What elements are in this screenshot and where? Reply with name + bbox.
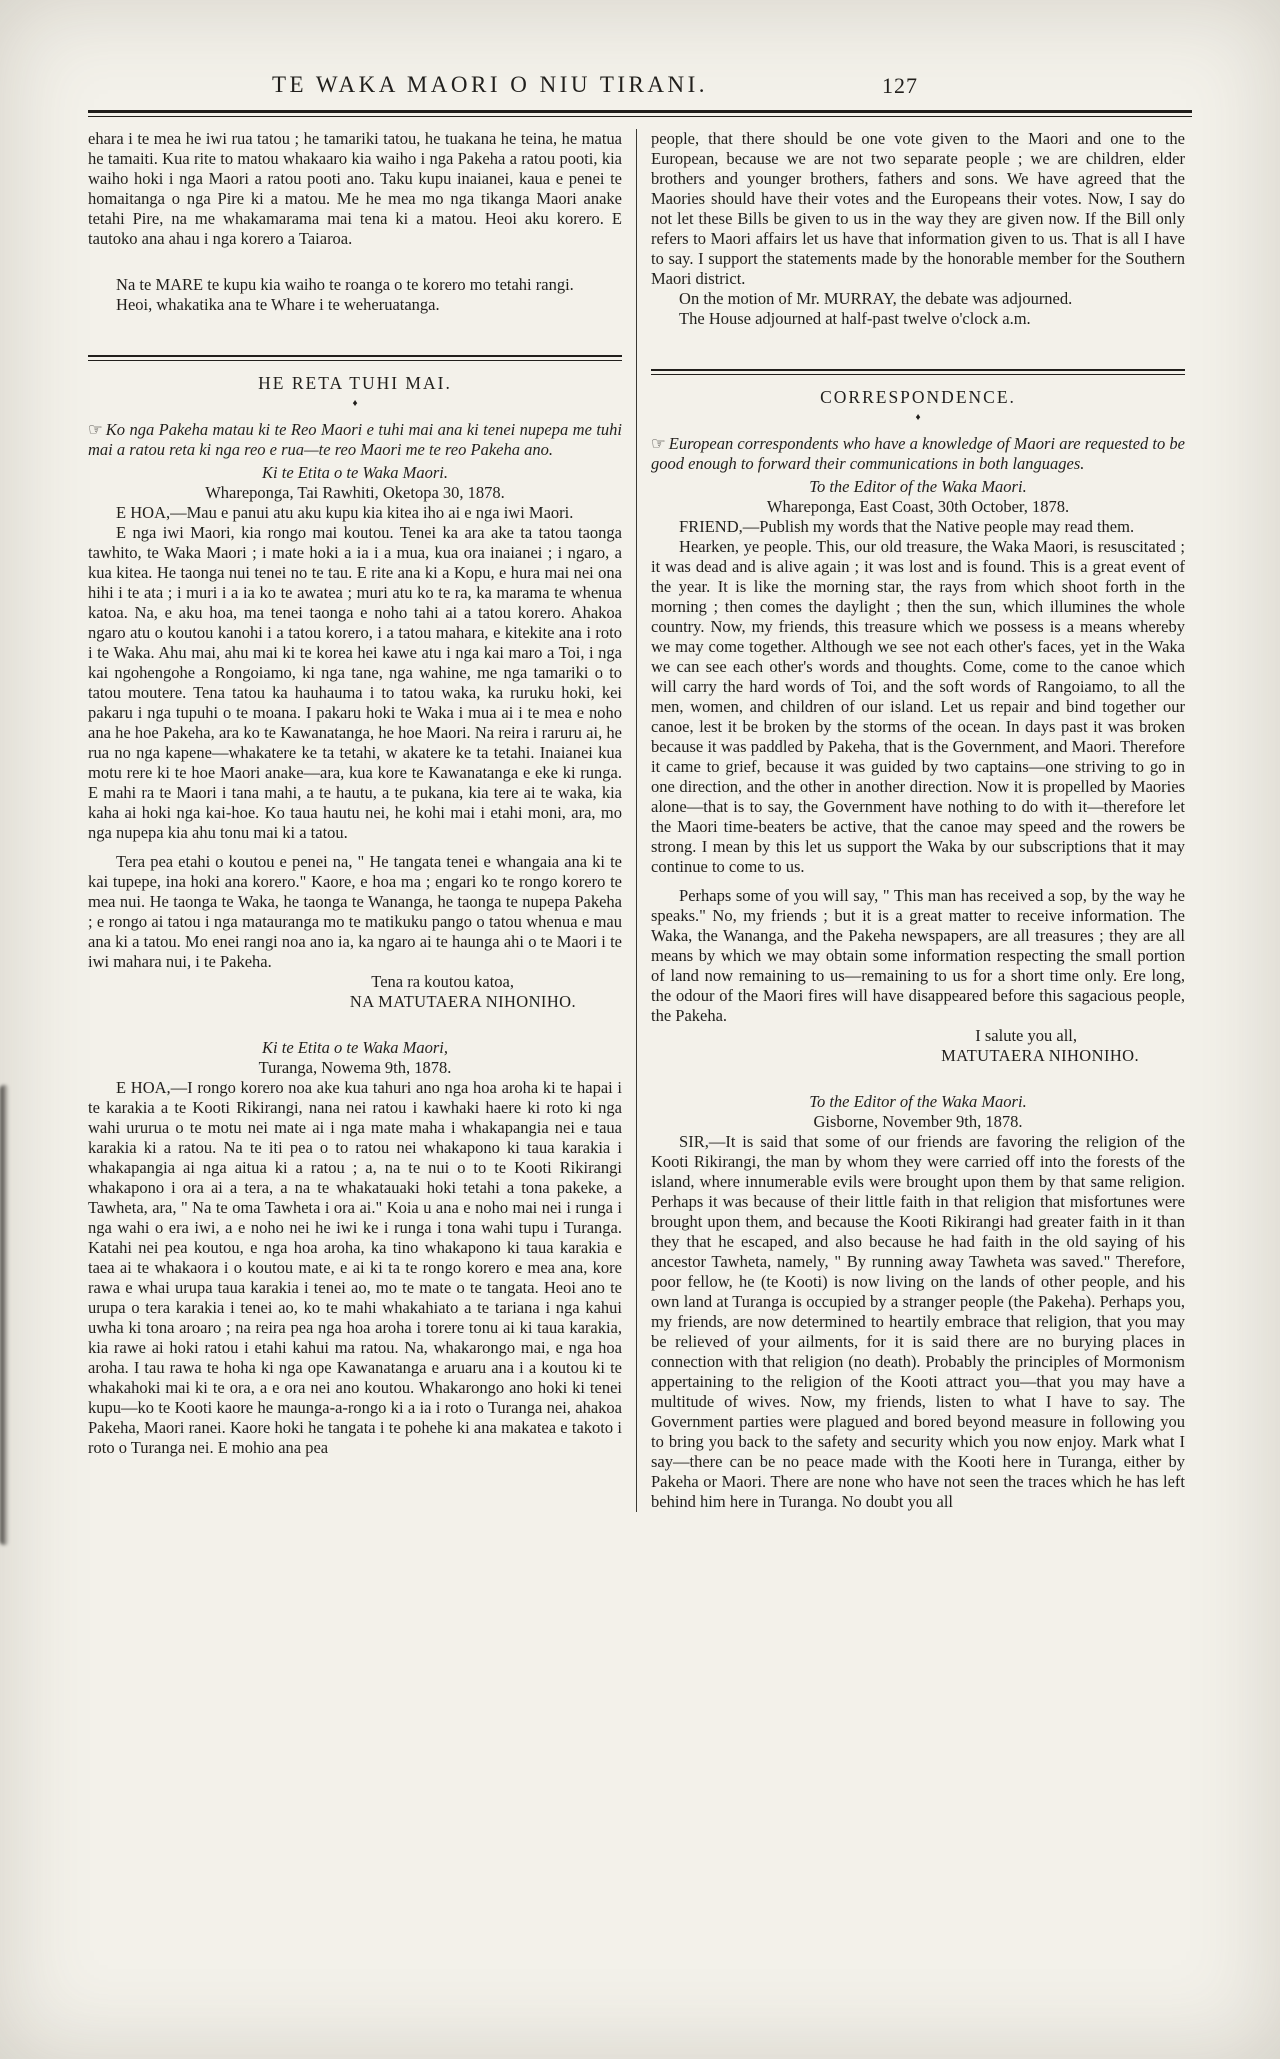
letter-signer: NA MATUTAERA NIHONIHO.	[349, 992, 576, 1011]
left-column	[88, 129, 622, 1512]
continued-paragraph: ehara i te mea he iwi rua tatou ; he tamariki tatou, he tuakana he teina, he matua he tamaiti. Kua rite to matou whakaaro kia waiho i nga Pakeha a ratou pooti, kia waiho hoki i nga Maori a ratou pooti ano. Taku kupu inaianei, kaua e penei te homaitanga o nga Pire ki a matou. Me he mea mo nga tikanga Maori anake tetahi Pire, na me whakamarama mai tena ki a matou. Heoi aku korero. E tautoko ana ahau i nga korero a Taiaroa.	[88, 129, 622, 248]
pointing-hand-icon: ☞	[651, 434, 666, 453]
spacer	[88, 315, 622, 341]
letter-valediction: I salute you all,	[975, 1026, 1077, 1045]
body-paragraph: Na te MARE te kupu kia waiho te roanga o te korero mo tetahi rangi.	[116, 275, 574, 294]
body-paragraph: Perhaps some of you will say, " This man has received a sop, by the way he speaks." No, my friends ; but it is a great matter to receive information. The Waka, the Wananga, and the Pakeha newspapers, are all treasures ; they are all means by which we may obtain some information respecting the small portion of land now remaining to us—remaining to us for a short time only. Ere long, the odour of the Maori fires will have disappeared before this sagacious people, the Pakeha.	[651, 886, 1185, 1025]
letter-dateline: Whareponga, Tai Rawhiti, Oketopa 30, 1878.	[205, 483, 505, 502]
spacer	[651, 329, 1185, 355]
body-paragraph: E HOA,—I rongo korero noa ake kua tahuri ano nga hoa aroha ki te hapai i te karakia a te Kooti Rikirangi, nana nei ratou i kawhaki haere ki roto ki nga wahi ururua o te motu nei mate ai i nga mate maha i whakapangia nei e taua karakia ki a ratou. Na te iti pea o to ratou nei whakapono ki taua karakia i whakapangia ai nga aitua ki a ratou ; a, na te nui o to te Kooti Rikirangi whakapono i ora ai a tera, a na te whakatauaki hoki tetahi a tona pakeke, a Tawheta, ara, " Na te oma Tawheta i ora ai." Koia u ana e noho mai nei i runga i nga wahi o era iwi, a e noho nei he iwi ke i runga i tona wahi tupu i Turanga. Katahi nei pea koutou, e nga hoa aroha, ka tino whakapono ki taua karakia e taea ai te whakaora i o koutou mate, e ai ki ta te rongo korero e mea ana, kore rawa e whai urupa taua karakia i tenei ao, mo te mate o te tangata. Heoi ano te urupa o tera karakia i tenei ao, ko te mahi whakahiato a te tariana i nga kahui uwha ki tona aroaro ; na reira pea nga hoa aroha i torere tonu ai ki taua karakia, kia rawe ai hoki ratou i etahi kahui ma ratou. Na, whakarongo mai, e nga hoa aroha. I tau rawa te hoha ki nga ope Kawanatanga e aruaru ana i a koutou ki te whakahoki mai ki te ora, a e ora nei ano koutou. Whakarongo ano hoki ki tenei kupu—ko te Kooti kaore he maunga-a-rongo ki a ia i roto o Turanga nei, ahakoa Pakeha, Maori ranei. Kaore hoki he tangata i te pohehe ki ana makatea e takoto i roto o Turanga nei. E mohio ana pea	[88, 1078, 622, 1457]
spacer	[651, 1066, 1185, 1092]
spacer	[88, 249, 622, 275]
spacer	[651, 877, 1185, 886]
body-paragraph: The House adjourned at half-past twelve o'clock a.m.	[679, 309, 1031, 328]
body-paragraph: FRIEND,—Publish my words that the Native people may read them.	[679, 517, 1135, 536]
letter-addressee: Ki te Etita o te Waka Maori.	[262, 463, 448, 482]
page-number: 127	[882, 73, 918, 98]
pointing-hand-icon: ☞	[88, 420, 103, 439]
body-paragraph: E HOA,—Mau e panui atu aku kupu kia kitea iho ai e nga iwi Maori.	[116, 503, 574, 522]
editor-notice: ☞ European correspondents who have a knowledge of Maori are requested to be good enough to forward their communications in both languages.	[651, 434, 1185, 473]
column-divider-rule	[636, 129, 637, 1512]
body-paragraph: Hearken, ye people. This, our old treasure, the Waka Maori, is resuscitated ; it was dead and is alive again ; it was lost and is found. This is a great event of the year. It is like the morning star, the rays from which shoot forth in the morning ; then comes the daylight ; then the sun, which illumines the whole country. Now, my friends, this treasure which we possess is a means whereby we may come together. Although we see not each other's faces, yet in the Waka we can see each other's words and thoughts. Come, come to the canoe which will carry the hard words of Toi, and the soft words of Rangoiamo, to all the men, women, and children of our island. Let us repair and bind together our canoe, lest it be broken by the storms of the ocean. In days past it was broken because it was paddled by Pakeha, that is the Government, and Maori. Therefore it came to grief, because it was guided by two captains—one striving to go in one direction, and the other in another direction. Now it is propelled by Maories alone—that is to say, the Government have nothing to do with it—therefore let the Maori time-beaters be active, that the canoe may speed and the rowers be strong. I mean by this let us support the Waka by our subscriptions that it may continue to come to us.	[651, 537, 1185, 876]
letter-addressee: Ki te Etita o te Waka Maori,	[262, 1038, 448, 1057]
section-title: CORRESPONDENCE.	[820, 387, 1016, 407]
page-title: TE WAKA MAORI O NIU TIRANI.	[271, 72, 709, 97]
diamond-ornament-icon: ♦	[352, 398, 358, 409]
diamond-ornament-icon: ♦	[915, 412, 921, 423]
letter-signer: MATUTAERA NIHONIHO.	[941, 1046, 1139, 1065]
right-column	[651, 129, 1185, 1512]
spacer	[88, 1012, 622, 1038]
body-paragraph: Tera pea etahi o koutou e penei na, " He tangata tenei e whangaia ana ki te kai tupepe, ina hoki ana korero." Kaore, e hoa ma ; engari ko te rongo korero te mea nui. He taonga te Waka, he taonga te Wananga, he taonga te nupepa Pakeha ; e rongo ai tatou i nga matauranga mo te matikuku pango o tatou whenua e mau ana ki a tatou. Mo enei rangi noa ano ia, ka ngaro ai te haunga ahi o te Maori i te iwi mahara nui, i te Pakeha.	[88, 852, 622, 971]
editor-notice: ☞ Ko nga Pakeha matau ki te Reo Maori e tuhi mai ana ki tenei nupepa me tuhi mai a ratou reta ki nga reo e rua—te reo Maori me te reo Pakeha ano.	[88, 420, 622, 459]
letter-valediction: Tena ra koutou katoa,	[371, 972, 514, 991]
body-paragraph: Heoi, whakatika ana te Whare i te weheruatanga.	[116, 295, 440, 314]
continued-paragraph: people, that there should be one vote given to the Maori and one to the European, because we are not two separate people ; we are children, elder brothers and younger brothers, fathers and sons. We have agreed that the Maories should have their votes and the Europeans their votes. Now, I say do not let these Bills be given to us in the way they are given now. If the Bill only refers to Maori affairs let us have that information given to us. That is all I have to say. I support the statements made by the honorable member for the Southern Maori district.	[651, 129, 1185, 288]
body-paragraph: On the motion of Mr. MURRAY, the debate was adjourned.	[679, 289, 1073, 308]
body-paragraph: E nga iwi Maori, kia rongo mai koutou. Tenei ka ara ake ta tatou taonga tawhito, te Waka Maori ; i mate hoki a ia i a mua, kua ora inaianei ; i ngaro, a kua kitea. He taonga nui tenei no te tau. E rite ana ki a Kopu, e hura mai nei ona hihi i te ata ; i muri i a ia ko te awatea ; muri atu ko te ra, ka marama te whenua katoa. Na, e aku hoa, ma tenei taonga e noho tahi ai a tatou korero. Ahakoa ngaro atu o koutou kanohi i a tatou korero, i a tatou mahara, e kitekite ana i roto i te Waka. Ahu mai, ahu mai ki te korea hei kawe atu i nga kai maro a Toi, i nga kai ngohengohe a Rongoiamo, ki nga tane, nga wahine, me nga tamariki o to tatou moutere. Tena tatou ka hauhauma i to tatou waka, ka ruruku hoki, kei pakaru i nga tupuhi o te moana. I pakaru hoki te Waka i mua ai i te mea e noho ana he hoe Pakeha, ara ko te Kawanatanga, he hoe Maori. Na reira i raruru ai, he rua no nga kapene—whakatere ke ta tetahi, w akatere ke ta tetahi. Inaianei kua motu rere ki te hoe Maori anake—ara, kua kore te Kawanatanga e eke ki runga. E mahi ra te Maori i tana mahi, a te hautu, a te pukana, kia tere ai te waka, kia kaha ai hoki nga kai-hoe. Ko taua hautu nei, he kohi mai i etahi moni, ara, mo nga nupepa kia ahu tonu mai ki a tatou.	[88, 523, 622, 842]
letter-addressee: To the Editor of the Waka Maori.	[809, 477, 1027, 496]
letter-dateline: Whareponga, East Coast, 30th October, 1878.	[766, 497, 1070, 516]
section-double-rule	[88, 355, 622, 361]
section-heading-block	[88, 355, 622, 410]
letter-addressee: To the Editor of the Waka Maori.	[809, 1092, 1027, 1111]
masthead-double-rule	[88, 110, 1192, 117]
spacer	[88, 843, 622, 852]
section-double-rule	[651, 369, 1185, 375]
scan-binding-shadow	[0, 1085, 9, 1545]
letter-dateline: Turanga, Nowema 9th, 1878.	[258, 1058, 452, 1077]
body-paragraph: SIR,—It is said that some of our friends are favoring the religion of the Kooti Rikirangi, the man by whom they were carried off into the forests of the island, where innumerable evils were brought upon them by that same religion. Perhaps it was because of their little faith in that religion that misfortunes were brought upon them, and because the Kooti Rikirangi had greater faith in it than they that he escaped, and also because he had faith in the old saying of his ancestor Tawheta, namely, " By running away Tawheta was saved." Therefore, poor fellow, he (te Kooti) is now living on the lands of other people, and his own land at Turanga is occupied by a stranger people (the Pakeha). Perhaps you, my friends, are now determined to heartily embrace that religion, that you may be relieved of your ailments, for it is said there are no burying places in connection with that religion (no death). Probably the principles of Mormonism appertaining to the religion of the Kooti attract you—that you may have a multitude of wives. Now, my friends, listen to what I have to say. The Government parties were plagued and bored beyond measure in following you to bring you back to the safety and security which you now enjoy. Mark what I say—there can be no peace made with the Kooti here in Turanga, either by Pakeha or Maori. There are none who have not seen the traces which he has left behind him here in Turanga. No doubt you all	[651, 1132, 1185, 1511]
columns-container	[88, 129, 1192, 1512]
section-heading-block	[651, 369, 1185, 424]
section-title: HE RETA TUHI MAI.	[258, 373, 452, 393]
letter-dateline: Gisborne, November 9th, 1878.	[813, 1112, 1023, 1131]
masthead	[0, 72, 1280, 102]
